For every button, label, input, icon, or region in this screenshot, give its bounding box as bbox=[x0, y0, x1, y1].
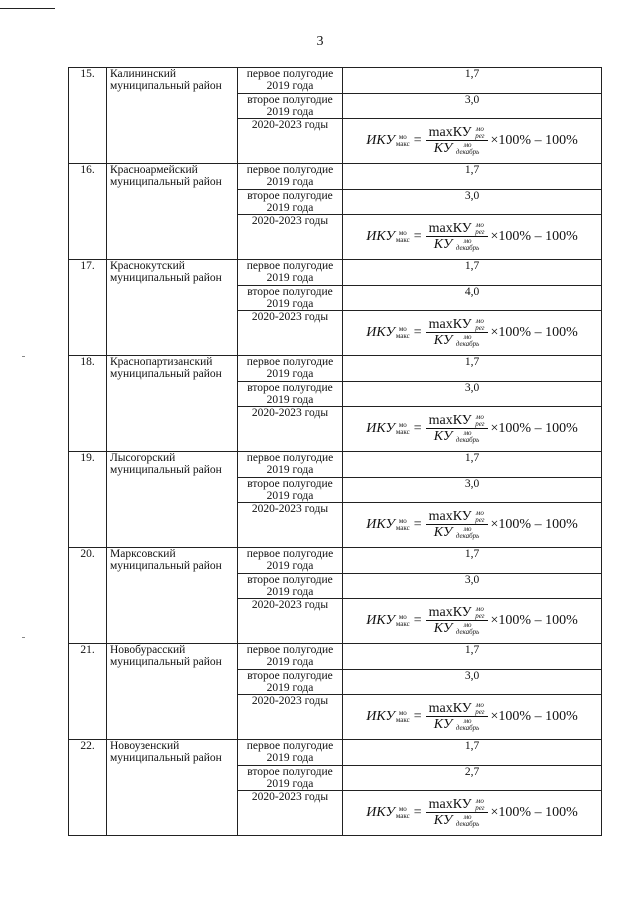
row-number: 20. bbox=[69, 548, 107, 644]
formula-numerator: maxКУ мо рег bbox=[426, 797, 488, 813]
municipality-name: Новоузенский муниципальный район bbox=[107, 740, 238, 836]
formula-tail: ×100% – 100% bbox=[490, 516, 578, 532]
formula-denominator: КУ мо декабрь bbox=[433, 428, 480, 444]
formula-lhs: ИКУ bbox=[366, 804, 395, 820]
table-row bbox=[69, 68, 602, 94]
period-second-half-2019: второе полугодие 2019 года bbox=[238, 190, 343, 215]
index-value-second-half: 3,0 bbox=[343, 574, 602, 599]
formula-fraction bbox=[426, 701, 488, 732]
municipality-name: Лысогорский муниципальный район bbox=[107, 452, 238, 548]
formula-numerator: maxКУ мо рег bbox=[426, 221, 488, 237]
formula-denominator: КУ мо декабрь bbox=[433, 620, 480, 636]
index-value-second-half: 3,0 bbox=[343, 382, 602, 407]
index-value-second-half: 3,0 bbox=[343, 190, 602, 215]
index-value-second-half: 4,0 bbox=[343, 286, 602, 311]
period-2020-2023: 2020-2023 годы bbox=[238, 407, 343, 452]
index-formula-cell bbox=[343, 407, 602, 452]
period-second-half-2019: второе полугодие 2019 года bbox=[238, 574, 343, 599]
formula-numerator: maxКУ мо рег bbox=[426, 317, 488, 333]
formula-fraction bbox=[426, 605, 488, 636]
index-formula-cell bbox=[343, 599, 602, 644]
formula-lhs-indices: мо макс bbox=[395, 708, 410, 724]
formula-lhs-indices: мо макс bbox=[395, 804, 410, 820]
period-2020-2023: 2020-2023 годы bbox=[238, 215, 343, 260]
index-formula: ИКУ мо макс = maxКУ мо рег КУ мо декабрь ×100% – 100% bbox=[366, 700, 578, 732]
formula-lhs-indices: мо макс bbox=[395, 324, 410, 340]
formula-tail: ×100% – 100% bbox=[490, 420, 578, 436]
period-first-half-2019: первое полугодие 2019 года bbox=[238, 548, 343, 574]
formula-tail: ×100% – 100% bbox=[490, 324, 578, 340]
edge-mark bbox=[22, 637, 25, 638]
formula-numerator: maxКУ мо рег bbox=[426, 605, 488, 621]
index-value-first-half: 1,7 bbox=[343, 644, 602, 670]
formula-lhs-indices: мо макс bbox=[395, 132, 410, 148]
formula-lhs: ИКУ bbox=[366, 324, 395, 340]
formula-denominator: КУ мо декабрь bbox=[433, 812, 480, 828]
municipality-name: Марксовский муниципальный район bbox=[107, 548, 238, 644]
formula-lhs: ИКУ bbox=[366, 132, 395, 148]
period-2020-2023: 2020-2023 годы bbox=[238, 311, 343, 356]
row-number: 15. bbox=[69, 68, 107, 164]
index-formula-cell bbox=[343, 503, 602, 548]
formula-lhs: ИКУ bbox=[366, 516, 395, 532]
period-second-half-2019: второе полугодие 2019 года bbox=[238, 94, 343, 119]
municipality-name: Краснокутский муниципальный район bbox=[107, 260, 238, 356]
row-number: 17. bbox=[69, 260, 107, 356]
formula-fraction bbox=[426, 413, 488, 444]
formula-lhs-indices: мо макс bbox=[395, 516, 410, 532]
edge-mark bbox=[22, 356, 25, 357]
row-number: 19. bbox=[69, 452, 107, 548]
index-value-second-half: 3,0 bbox=[343, 670, 602, 695]
index-value-first-half: 1,7 bbox=[343, 356, 602, 382]
period-first-half-2019: первое полугодие 2019 года bbox=[238, 164, 343, 190]
index-formula-cell bbox=[343, 791, 602, 836]
municipality-name: Краснопартизанский муниципальный район bbox=[107, 356, 238, 452]
formula-tail: ×100% – 100% bbox=[490, 228, 578, 244]
period-second-half-2019: второе полугодие 2019 года bbox=[238, 766, 343, 791]
period-first-half-2019: первое полугодие 2019 года bbox=[238, 740, 343, 766]
formula-denominator: КУ мо декабрь bbox=[433, 716, 480, 732]
period-second-half-2019: второе полугодие 2019 года bbox=[238, 670, 343, 695]
period-first-half-2019: первое полугодие 2019 года bbox=[238, 356, 343, 382]
table-row bbox=[69, 644, 602, 670]
index-formula-cell bbox=[343, 695, 602, 740]
table-row bbox=[69, 548, 602, 574]
formula-numerator: maxКУ мо рег bbox=[426, 413, 488, 429]
period-first-half-2019: первое полугодие 2019 года bbox=[238, 452, 343, 478]
formula-lhs: ИКУ bbox=[366, 612, 395, 628]
tariff-table bbox=[68, 67, 602, 836]
formula-denominator: КУ мо декабрь bbox=[433, 332, 480, 348]
index-formula-cell bbox=[343, 215, 602, 260]
row-number: 16. bbox=[69, 164, 107, 260]
index-formula: ИКУ мо макс = maxКУ мо рег КУ мо декабрь ×100% – 100% bbox=[366, 604, 578, 636]
page-number: 3 bbox=[316, 34, 324, 49]
index-formula: ИКУ мо макс = maxКУ мо рег КУ мо декабрь ×100% – 100% bbox=[366, 220, 578, 252]
index-formula: ИКУ мо макс = maxКУ мо рег КУ мо декабрь ×100% – 100% bbox=[366, 316, 578, 348]
index-value-second-half: 2,7 bbox=[343, 766, 602, 791]
row-number: 18. bbox=[69, 356, 107, 452]
period-first-half-2019: первое полугодие 2019 года bbox=[238, 260, 343, 286]
period-2020-2023: 2020-2023 годы bbox=[238, 119, 343, 164]
index-value-first-half: 1,7 bbox=[343, 548, 602, 574]
table-row bbox=[69, 452, 602, 478]
formula-tail: ×100% – 100% bbox=[490, 612, 578, 628]
table-body bbox=[69, 68, 602, 836]
formula-lhs-indices: мо макс bbox=[395, 612, 410, 628]
index-value-first-half: 1,7 bbox=[343, 68, 602, 94]
formula-fraction bbox=[426, 125, 488, 156]
formula-lhs: ИКУ bbox=[366, 228, 395, 244]
formula-fraction bbox=[426, 797, 488, 828]
formula-lhs: ИКУ bbox=[366, 708, 395, 724]
index-value-second-half: 3,0 bbox=[343, 478, 602, 503]
municipality-name: Красноармейский муниципальный район bbox=[107, 164, 238, 260]
period-second-half-2019: второе полугодие 2019 года bbox=[238, 382, 343, 407]
page-corner-line bbox=[0, 8, 55, 9]
formula-denominator: КУ мо декабрь bbox=[433, 140, 480, 156]
formula-lhs-indices: мо макс bbox=[395, 228, 410, 244]
period-second-half-2019: второе полугодие 2019 года bbox=[238, 478, 343, 503]
index-formula: ИКУ мо макс = maxКУ мо рег КУ мо декабрь ×100% – 100% bbox=[366, 412, 578, 444]
row-number: 22. bbox=[69, 740, 107, 836]
index-formula: ИКУ мо макс = maxКУ мо рег КУ мо декабрь ×100% – 100% bbox=[366, 124, 578, 156]
municipality-name: Новобурасский муниципальный район bbox=[107, 644, 238, 740]
formula-numerator: maxКУ мо рег bbox=[426, 509, 488, 525]
formula-lhs: ИКУ bbox=[366, 420, 395, 436]
index-value-first-half: 1,7 bbox=[343, 740, 602, 766]
index-formula: ИКУ мо макс = maxКУ мо рег КУ мо декабрь ×100% – 100% bbox=[366, 796, 578, 828]
index-formula-cell bbox=[343, 311, 602, 356]
formula-tail: ×100% – 100% bbox=[490, 132, 578, 148]
period-2020-2023: 2020-2023 годы bbox=[238, 695, 343, 740]
formula-denominator: КУ мо декабрь bbox=[433, 236, 480, 252]
index-value-first-half: 1,7 bbox=[343, 452, 602, 478]
index-value-second-half: 3,0 bbox=[343, 94, 602, 119]
period-2020-2023: 2020-2023 годы bbox=[238, 503, 343, 548]
formula-fraction bbox=[426, 221, 488, 252]
formula-numerator: maxКУ мо рег bbox=[426, 125, 488, 141]
row-number: 21. bbox=[69, 644, 107, 740]
index-value-first-half: 1,7 bbox=[343, 164, 602, 190]
period-second-half-2019: второе полугодие 2019 года bbox=[238, 286, 343, 311]
index-formula: ИКУ мо макс = maxКУ мо рег КУ мо декабрь ×100% – 100% bbox=[366, 508, 578, 540]
period-first-half-2019: первое полугодие 2019 года bbox=[238, 644, 343, 670]
period-first-half-2019: первое полугодие 2019 года bbox=[238, 68, 343, 94]
index-formula-cell bbox=[343, 119, 602, 164]
formula-numerator: maxКУ мо рег bbox=[426, 701, 488, 717]
table-row bbox=[69, 164, 602, 190]
period-2020-2023: 2020-2023 годы bbox=[238, 791, 343, 836]
table-row bbox=[69, 356, 602, 382]
formula-tail: ×100% – 100% bbox=[490, 708, 578, 724]
formula-lhs-indices: мо макс bbox=[395, 420, 410, 436]
municipality-name: Калининский муниципальный район bbox=[107, 68, 238, 164]
formula-fraction bbox=[426, 509, 488, 540]
index-value-first-half: 1,7 bbox=[343, 260, 602, 286]
period-2020-2023: 2020-2023 годы bbox=[238, 599, 343, 644]
formula-denominator: КУ мо декабрь bbox=[433, 524, 480, 540]
formula-tail: ×100% – 100% bbox=[490, 804, 578, 820]
table-row bbox=[69, 260, 602, 286]
formula-fraction bbox=[426, 317, 488, 348]
table-row bbox=[69, 740, 602, 766]
